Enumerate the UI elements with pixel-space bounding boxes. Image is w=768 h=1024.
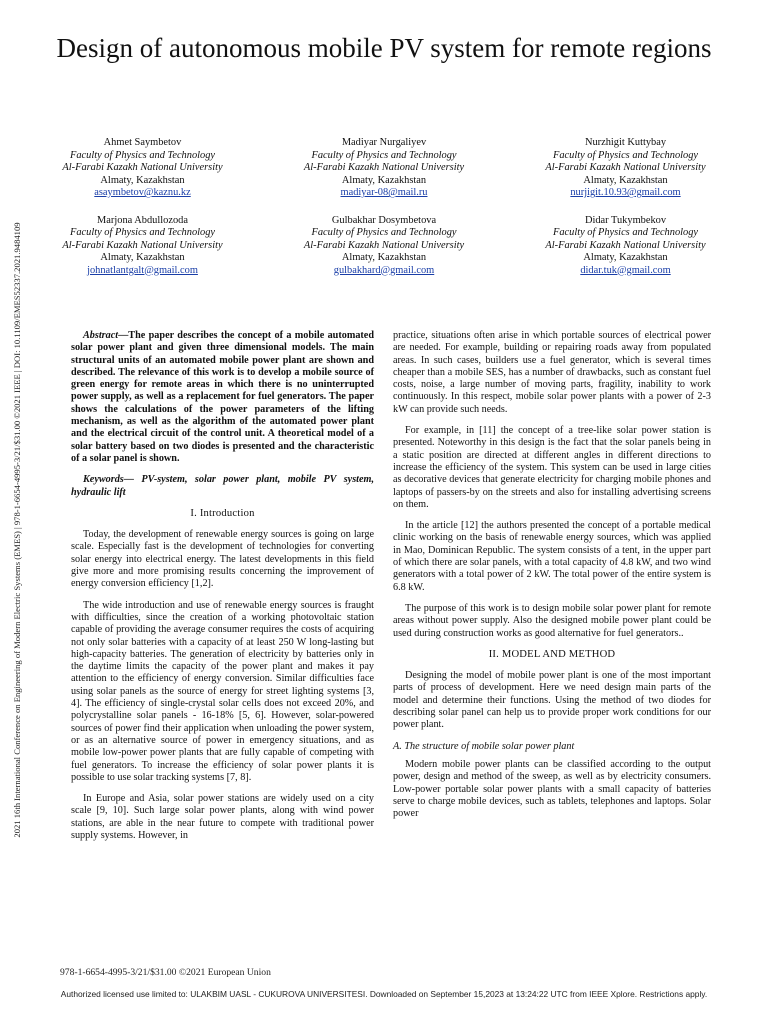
author-university: Al-Farabi Kazakh National University [303,162,465,173]
author-email-link[interactable]: madiyar-08@mail.ru [340,187,428,198]
author-card [40,137,245,200]
author-email-link[interactable]: didar.tuk@gmail.com [580,264,671,276]
author-university: Al-Farabi Kazakh National University [303,239,465,251]
author-city: Almaty, Kazakhstan [583,174,668,186]
author-card [282,137,487,200]
author-name: Marjona Abdullozoda [97,214,188,226]
section-heading-model-method: II. MODEL AND METHOD [488,648,616,660]
author-faculty: Faculty of Physics and Technology [69,149,216,161]
author-faculty: Faculty of Physics and Technology [69,227,216,238]
author-university: Al-Farabi Kazakh National University [545,239,706,251]
author-name: Ahmet Saymbetov [103,137,182,148]
body-paragraph: The wide introduction and use of renewable energy sources is fraught with difficulties, since the creation of a working photovoltaic station capable of providing the average consumer requires the costs of acquiring not only solar batteries with a capacity of at least 250 W long-lasting but high-capacity batteries. The generation of electricity by batteries only in the daytime limits the capacity of the power plant and makes it pay attention to the efficiency of energy conversion. Similar difficulties face using solar panels as the source of energy for street lighting systems [3, 4]. The efficiency of single-crystal solar cells does not exceed 20%, and polycrystalline solar panels - 16-18% [5, 6]. However, solar-powered sources of power find their application when unloading the power system, or as an alternative source of power in emergency situations, and as mobile low-power power plants that are fully capable of competing with fuel generators. To increase the efficiency of solar power plants it is possible to use solar tracking systems [7, 8]. [71,599,374,783]
license-banner: Authorized licensed use limited to: ULAKBIM UASL - CUKUROVA UNIVERSITESI. Downloaded on September 15,2023 at 13:24:22 UTC from IEEE Xplore. Restrictions apply. [60,989,708,999]
doi-side-note: 2021 16th International Conference on Engineering of Modern Electric Systems (EMES) | 978-1-6654-4995-3/21/$31.00 ©2021 IEEE | DOI: 10.1109/EMES52337.2021.9484109 [12,222,22,838]
body-paragraph: Designing the model of mobile power plant is one of the most important parts of process of development. Here we need design main parts of the model and determine their functions. Using the method of two diodes for describing solar panel can help us to provide proper work conditions for our power plant. [393,670,711,731]
section-heading-introduction: I. Introduction [190,507,255,519]
author-card [523,215,728,278]
body-paragraph: For example, in [11] the concept of a tree-like solar power station is presented. Noteworthy in this design is the fact that the solar panels being in a static position are directed at different angles in different directions to increase the efficiency of the system. This system can be used in large cities as decorative devices that generate electricity for charging mobile phones and laptops of passers-by on the streets and also for installing advertising screens on them. [393,425,711,510]
author-city: Almaty, Kazakhstan [100,174,185,186]
abstract-lead: Abstract [83,330,119,341]
author-card [523,137,728,200]
author-city: Almaty, Kazakhstan [583,252,668,263]
body-paragraph: Today, the development of renewable energy sources is going on large scale. Especially fast is the development of technologies for converting solar energy into electrical energy. The latest developments in this field give more and more promising results concerning the improvement of energy conversion efficiency [1,2]. [71,529,374,590]
author-name: Madiyar Nurgaliyev [341,137,427,148]
author-row [40,137,728,200]
author-email-link[interactable]: nurjigit.10.93@gmail.com [570,187,681,198]
author-faculty: Faculty of Physics and Technology [552,149,699,161]
body-paragraph: Modern mobile power plants can be classified according to the output power, design and method of the sweep, as well as by electricity consumers. Low-power portable solar power plants with a small capacity of batteries serve to charge mobile devices, such as tablets, telephones and laptops. Solar power [393,758,711,820]
body-paragraph: In Europe and Asia, solar power stations are widely used on a city scale [9, 10]. Such large solar power plants, along with wind power stations, are able in the near future to compete with traditional power supply systems. However, in [71,793,374,841]
body-paragraph: practice, situations often arise in which portable sources of electrical power are needed. For example, building or repairing roads away from populated areas. In such cases, builders use a fuel generator, which is several times cheaper than a mobile SES, has a number of drawbacks, such as constant fuel costs, noise, a large number of moving parts, fragility, inability to work continuously. In this respect, mobile solar power plants with a power of 2-3 kW can provide such needs. [393,330,711,415]
copyright-footer: 978-1-6654-4995-3/21/$31.00 ©2021 European Union [60,967,271,978]
body-paragraph: In the article [12] the authors presented the concept of a portable medical clinic working on the basis of renewable energy sources, which was applied in Mao, Dominican Republic. The system consists of a tent, in the upper part of which there are solar panels, with a total capacity of 4.8 kW, and two wind generators with a total power of 2 kW. The total power of the entire system is 6.8 kW. [393,520,711,593]
author-name: Didar Tukymbekov [584,214,667,226]
author-faculty: Faculty of Physics and Technology [552,227,699,238]
right-column [393,330,711,829]
author-email-link[interactable]: gulbakhard@gmail.com [333,264,435,276]
abstract [71,330,374,465]
body-paragraph: The purpose of this work is to design mobile solar power plant for remote areas without power supply. Also the designed mobile power plant could be used during construction works as good alternative for fuel generators.. [393,602,711,639]
subsection-heading: A. The structure of mobile solar power plant [393,740,575,752]
abstract-text: —The paper describes the concept of a mobile automated solar power plant and given three dimensional models. The main structural units of an automated mobile power plant are shown and described. The relevance of this work is to develop a mobile source of green energy for remote areas in which there is no uninterrupted power supply, as well as a replacement for fuel generators. The paper shows the calculations of the power parameters of the lifting mechanism, as well as the algorithm of the automated power plant and the electrical circuit of the control unit. A theoretical model of a solar battery based on two diodes is presented and the characteristic of a solar panel is shown. [71,330,374,464]
author-email-link[interactable]: johnatlantgalt@gmail.com [87,264,198,276]
paper-title: Design of autonomous mobile PV system for remote regions [56,33,712,63]
author-faculty: Faculty of Physics and Technology [311,149,457,161]
author-email-link[interactable]: asaymbetov@kaznu.kz [94,187,191,198]
keywords: Keywords— PV-system, solar power plant, mobile PV system, hydraulic lift [71,474,374,498]
author-university: Al-Farabi Kazakh National University [62,239,223,251]
author-university: Al-Farabi Kazakh National University [62,162,223,173]
author-city: Almaty, Kazakhstan [341,174,427,186]
author-name: Nurzhigit Kuttybay [584,137,667,148]
left-column [71,330,374,851]
author-faculty: Faculty of Physics and Technology [311,227,457,238]
author-city: Almaty, Kazakhstan [341,252,427,263]
author-block [40,137,728,292]
author-row [40,215,728,278]
author-card [282,215,487,278]
author-name: Gulbakhar Dosymbetova [331,214,437,226]
author-city: Almaty, Kazakhstan [100,252,185,263]
author-card [40,215,245,278]
author-university: Al-Farabi Kazakh National University [545,162,706,173]
